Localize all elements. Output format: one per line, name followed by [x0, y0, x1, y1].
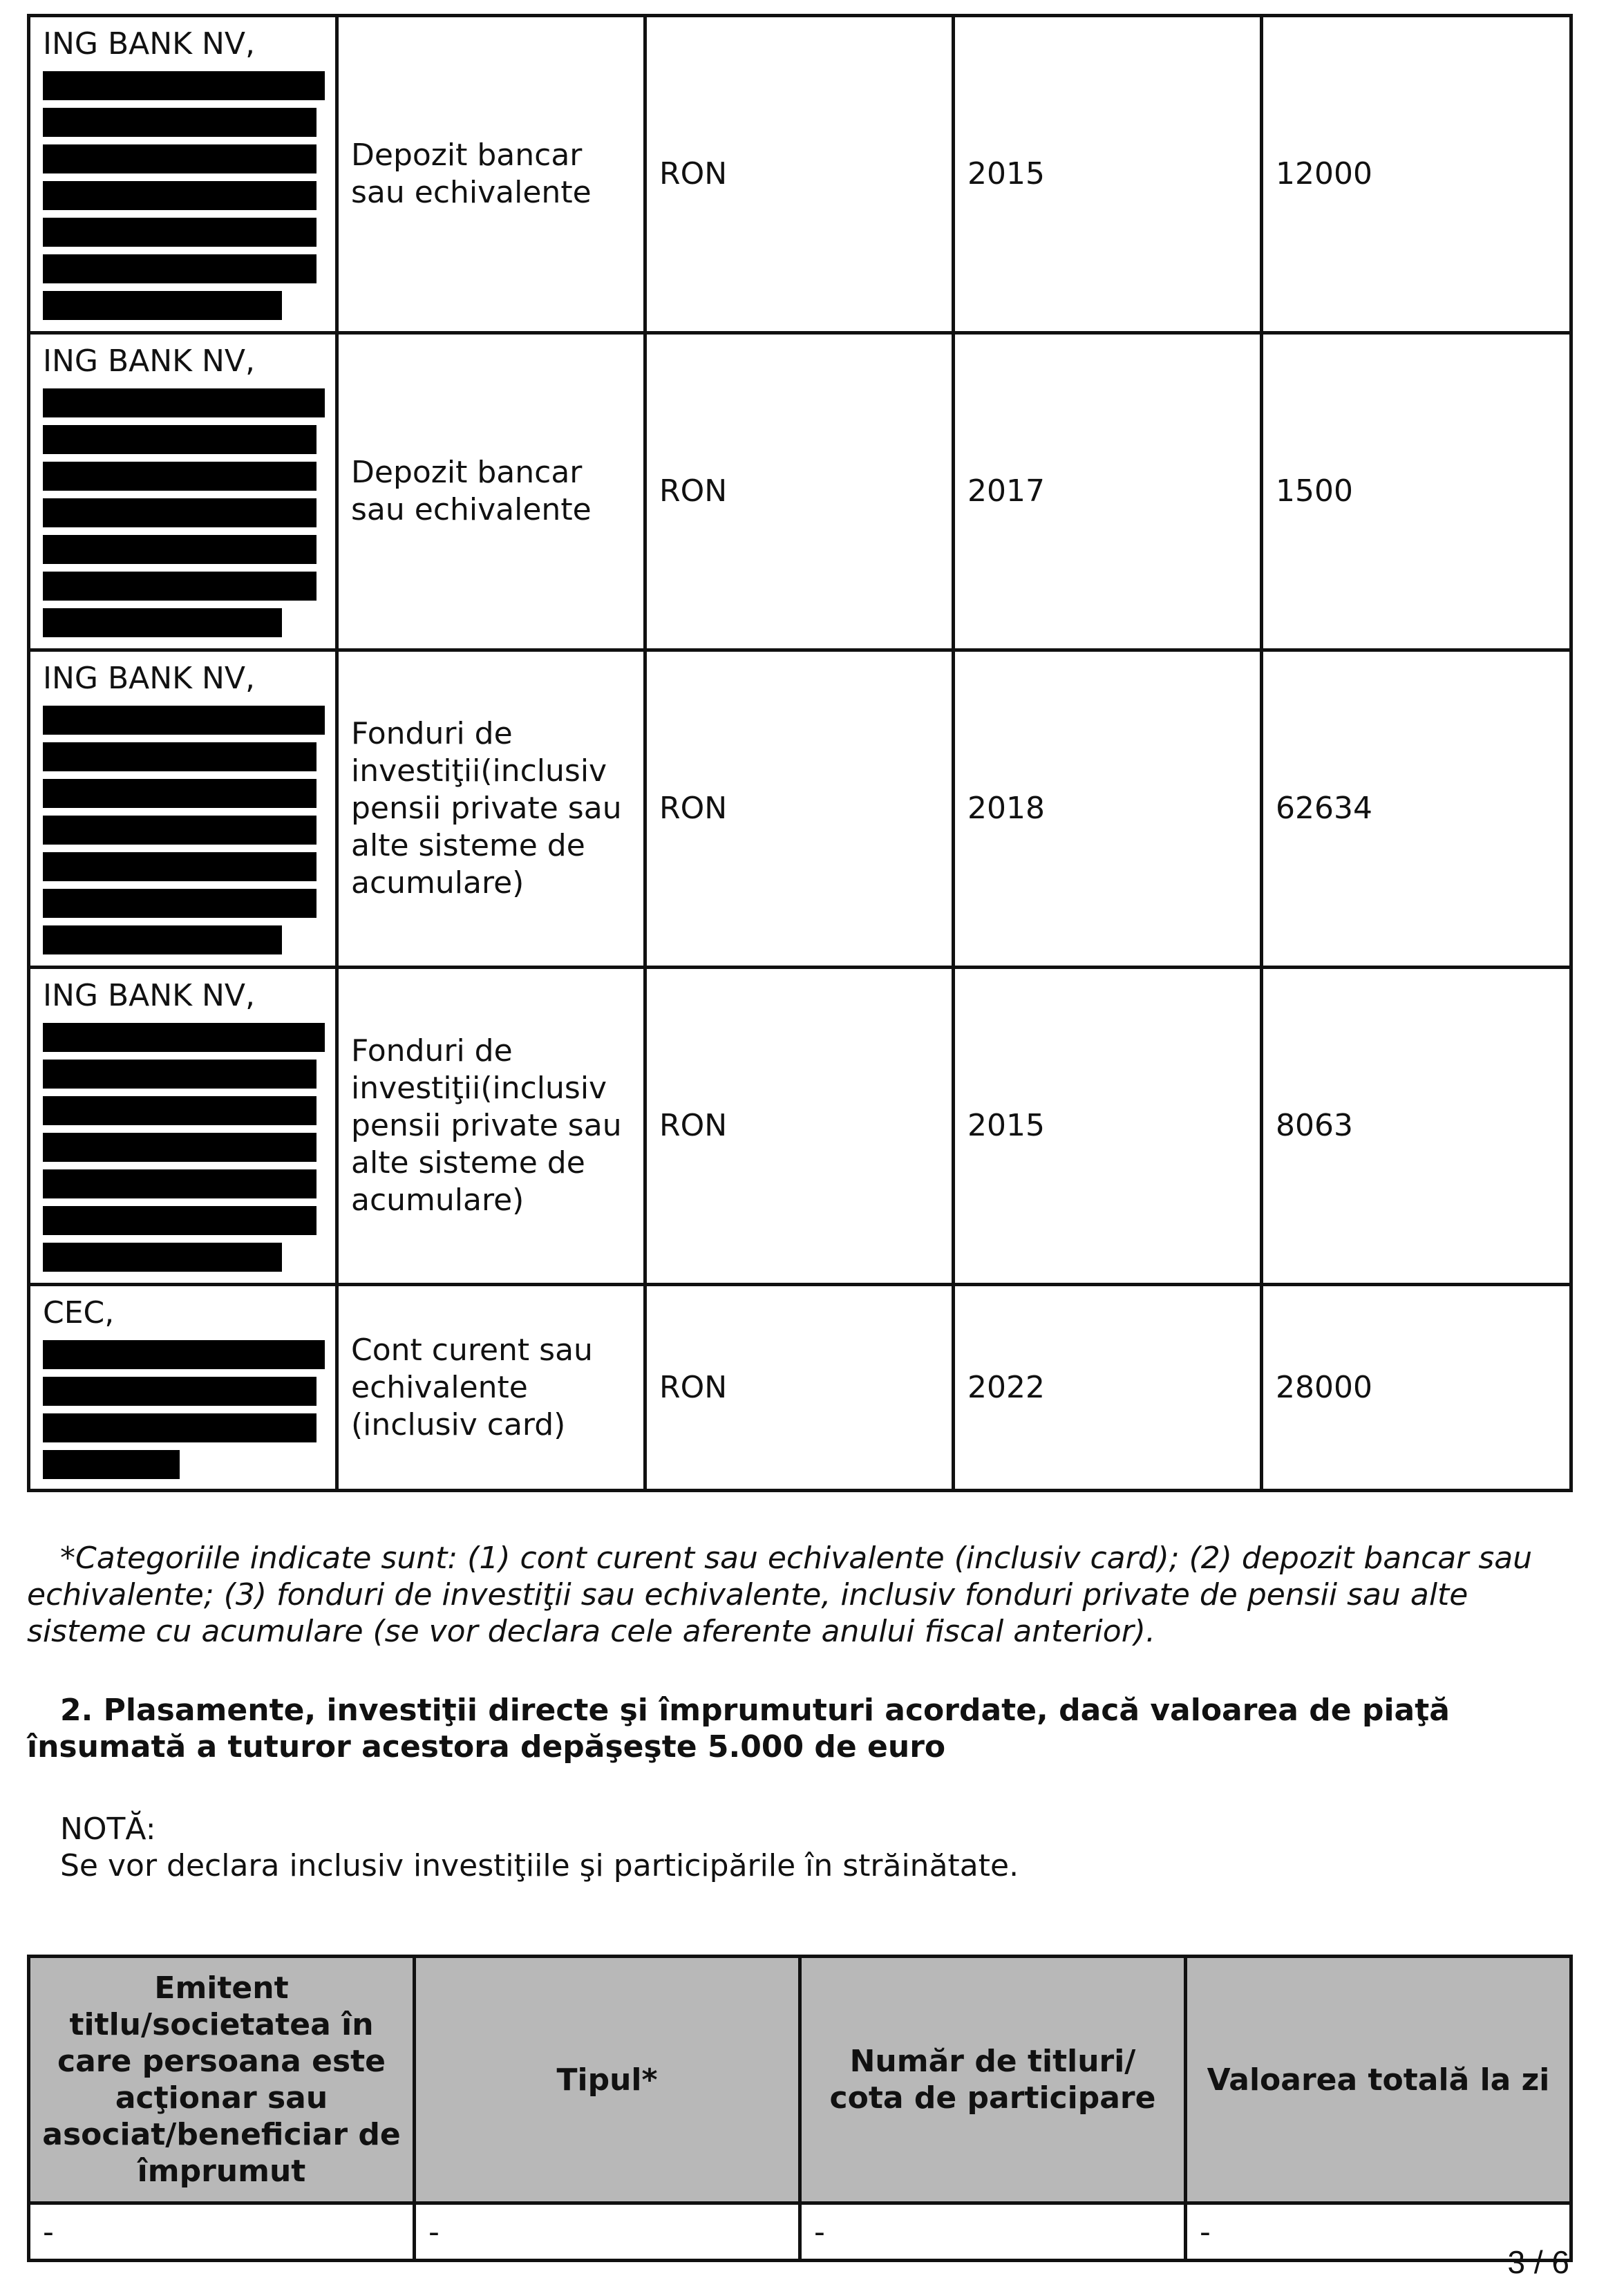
year-cell: 2018	[954, 650, 1262, 968]
table-row	[29, 650, 1571, 968]
nota-block	[60, 1811, 1597, 1884]
amount-cell: 8063	[1262, 968, 1571, 1285]
section-2-heading: 2. Plasamente, investiţii directe şi împrumuturi acordate, dacă valoarea de piaţă însumată a tuturor acestora depăşeşte 5.000 de euro	[27, 1693, 1450, 1765]
category-cell: Fonduri de investiţii(inclusiv pensii private sau alte sisteme de acumulare)	[337, 650, 645, 968]
redaction-bar	[43, 1413, 316, 1442]
redaction-bar	[43, 816, 316, 845]
redaction-bar	[43, 1340, 325, 1369]
redaction-bar	[43, 462, 316, 491]
category-cell: Depozit bancar sau echivalente	[337, 333, 645, 650]
redaction-bar	[43, 254, 316, 283]
redaction-bar	[43, 779, 316, 808]
currency-cell: RON	[645, 968, 954, 1285]
redaction-bar	[43, 742, 316, 771]
currency-cell: RON	[645, 650, 954, 968]
year-cell: 2017	[954, 333, 1262, 650]
nota-text: Se vor declara inclusiv investiţiile şi participările în străinătate.	[60, 1848, 1019, 1883]
amount-cell: 62634	[1262, 650, 1571, 968]
redaction-bar	[43, 1450, 180, 1479]
institution-name: ING BANK NV,	[43, 978, 256, 1013]
table-row	[29, 968, 1571, 1285]
assets-table	[27, 14, 1573, 1492]
valoarea-totala-cell: -	[1186, 2203, 1571, 2261]
redaction-bar	[43, 144, 316, 173]
institution-name: CEC,	[43, 1295, 115, 1330]
table-row	[29, 1285, 1571, 1491]
categories-footnote: *Categoriile indicate sunt: (1) cont curent sau echivalente (inclusiv card); (2) depozit bancar sau echivalente; (3) fonduri de investiţii sau echivalente, inclusiv fonduri private de pensii sau alte sisteme cu acumulare (se vor declara cele aferente anului fiscal anterior).	[27, 1541, 1533, 1649]
currency-cell: RON	[645, 16, 954, 333]
header-numar-titluri: Număr de titluri/ cota de participare	[800, 1957, 1186, 2203]
redaction-bar	[43, 1169, 316, 1198]
redaction-bar	[43, 108, 316, 137]
redaction-bar	[43, 1243, 282, 1272]
redaction-bar	[43, 706, 325, 735]
redaction-bar	[43, 291, 282, 320]
tipul-cell: -	[415, 2203, 800, 2261]
redaction-bar	[43, 925, 282, 954]
redaction-bar	[43, 1377, 316, 1406]
redaction-bar	[43, 852, 316, 881]
institution-cell	[29, 968, 337, 1285]
category-cell: Fonduri de investiţii(inclusiv pensii private sau alte sisteme de acumulare)	[337, 968, 645, 1285]
currency-cell: RON	[645, 333, 954, 650]
year-cell: 2022	[954, 1285, 1262, 1491]
numar-titluri-cell: -	[800, 2203, 1186, 2261]
redaction-bar	[43, 535, 316, 564]
redaction-bar	[43, 388, 325, 417]
amount-cell: 12000	[1262, 16, 1571, 333]
amount-cell: 28000	[1262, 1285, 1571, 1491]
redaction-bar	[43, 889, 316, 918]
header-valoarea-totala: Valoarea totală la zi	[1186, 1957, 1571, 2203]
category-cell: Cont curent sau echivalente (inclusiv card)	[337, 1285, 645, 1491]
redaction-bar	[43, 181, 316, 210]
redaction-bar	[43, 498, 316, 527]
amount-cell: 1500	[1262, 333, 1571, 650]
header-emitent: Emitent titlu/societatea în care persoana este acţionar sau asociat/beneficiar de împrumut	[29, 1957, 415, 2203]
redaction-bar	[43, 1060, 316, 1089]
investments-table	[27, 1955, 1573, 2262]
page-number: 3 / 6	[1507, 2244, 1569, 2280]
redaction-bar	[43, 425, 316, 454]
redaction-bar	[43, 1206, 316, 1235]
institution-cell	[29, 16, 337, 333]
table-row	[29, 333, 1571, 650]
redaction-bar	[43, 1023, 325, 1052]
institution-name: ING BANK NV,	[43, 661, 256, 696]
table-row	[29, 16, 1571, 333]
redaction-bar	[43, 71, 325, 100]
header-tipul: Tipul*	[415, 1957, 800, 2203]
table-row	[29, 2203, 1571, 2261]
redaction-bar	[43, 608, 282, 637]
category-cell: Depozit bancar sau echivalente	[337, 16, 645, 333]
redaction-bar	[43, 1096, 316, 1125]
redaction-bar	[43, 572, 316, 601]
currency-cell: RON	[645, 1285, 954, 1491]
year-cell: 2015	[954, 968, 1262, 1285]
institution-cell	[29, 333, 337, 650]
institution-cell	[29, 1285, 337, 1491]
table-header-row	[29, 1957, 1571, 2203]
institution-cell	[29, 650, 337, 968]
redaction-bar	[43, 1133, 316, 1162]
redaction-bar	[43, 218, 316, 247]
year-cell: 2015	[954, 16, 1262, 333]
nota-label: NOTĂ:	[60, 1812, 156, 1847]
institution-name: ING BANK NV,	[43, 344, 256, 379]
institution-name: ING BANK NV,	[43, 26, 256, 62]
emitent-cell: -	[29, 2203, 415, 2261]
